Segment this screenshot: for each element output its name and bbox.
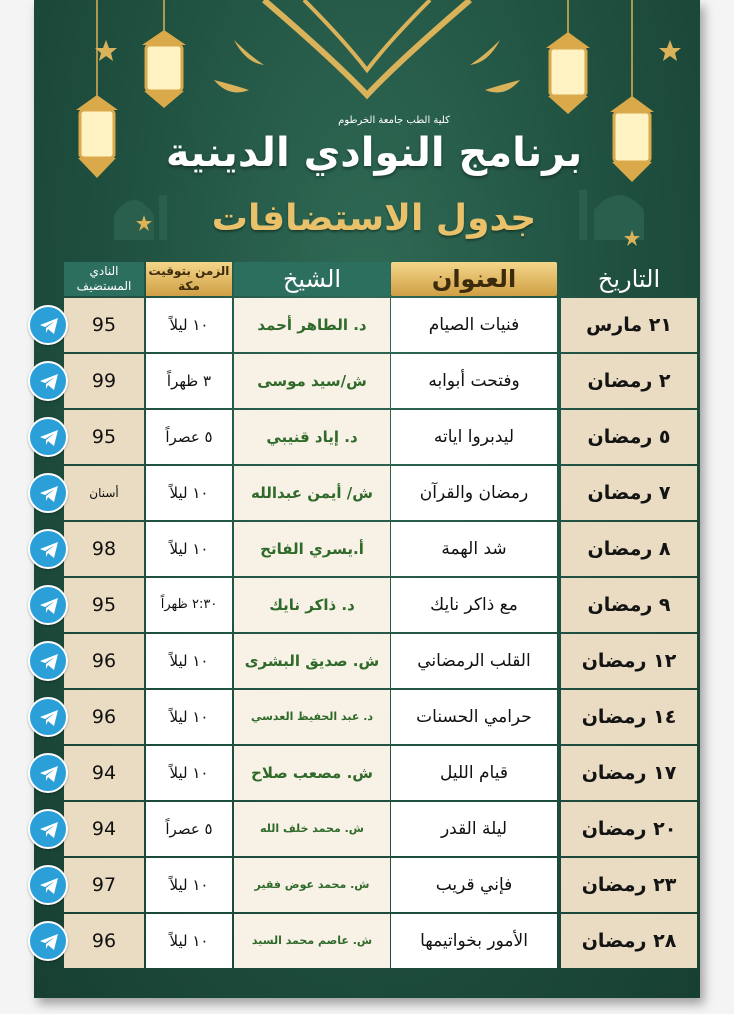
cell-sheikh: ش/ أيمن عبدالله xyxy=(234,466,390,520)
cell-club: 95 xyxy=(64,578,144,632)
cell-date: ٢٠ رمضان xyxy=(561,802,697,856)
table-row xyxy=(34,858,700,912)
telegram-icon[interactable] xyxy=(28,585,68,625)
cell-sheikh: ش. محمد خلف الله xyxy=(234,802,390,856)
cell-time: ١٠ ليلاً xyxy=(146,634,232,688)
cell-time: ١٠ ليلاً xyxy=(146,690,232,744)
cell-time: ٥ عصراً xyxy=(146,410,232,464)
cell-title: ليلة القدر xyxy=(391,802,557,856)
cell-title: فنيات الصيام xyxy=(391,298,557,352)
cell-sheikh: د. ذاكر نايك xyxy=(234,578,390,632)
cell-date: ٧ رمضان xyxy=(561,466,697,520)
ornament-top xyxy=(264,0,470,95)
column-header-club: النادي المستضيف xyxy=(64,262,144,296)
cell-date: ٥ رمضان xyxy=(561,410,697,464)
telegram-icon[interactable] xyxy=(28,473,68,513)
cell-title: حرامي الحسنات xyxy=(391,690,557,744)
cell-title: شد الهمة xyxy=(391,522,557,576)
cell-date: ١٧ رمضان xyxy=(561,746,697,800)
cell-sheikh: ش. صديق البشرى xyxy=(234,634,390,688)
cell-title: القلب الرمضاني xyxy=(391,634,557,688)
telegram-icon[interactable] xyxy=(28,697,68,737)
telegram-icon[interactable] xyxy=(28,865,68,905)
cell-sheikh: د. عبد الحفيظ العدسي xyxy=(234,690,390,744)
cell-title: مع ذاكر نايك xyxy=(391,578,557,632)
cell-club: أسنان xyxy=(64,466,144,520)
cell-time: ١٠ ليلاً xyxy=(146,298,232,352)
cell-time: ٥ عصراً xyxy=(146,802,232,856)
table-row xyxy=(34,914,700,968)
lantern-icon xyxy=(142,0,186,108)
cell-sheikh: د. الطاهر أحمد xyxy=(234,298,390,352)
cell-date: ٢٣ رمضان xyxy=(561,858,697,912)
cell-sheikh: ش. عاصم محمد السيد xyxy=(234,914,390,968)
cell-date: ١٢ رمضان xyxy=(561,634,697,688)
cell-time: ٢:٣٠ ظهراً xyxy=(146,578,232,632)
cell-date: ٢ رمضان xyxy=(561,354,697,408)
cell-date: ٢٨ رمضان xyxy=(561,914,697,968)
cell-title: قيام الليل xyxy=(391,746,557,800)
cell-date: ١٤ رمضان xyxy=(561,690,697,744)
cell-title: رمضان والقرآن xyxy=(391,466,557,520)
telegram-icon[interactable] xyxy=(28,361,68,401)
telegram-icon[interactable] xyxy=(28,921,68,961)
cell-club: 98 xyxy=(64,522,144,576)
cell-sheikh: ش. مصعب صلاح xyxy=(234,746,390,800)
lantern-icon xyxy=(76,0,118,178)
table-row xyxy=(34,466,700,520)
cell-time: ١٠ ليلاً xyxy=(146,522,232,576)
cell-time: ٣ ظهراً xyxy=(146,354,232,408)
cell-club: 96 xyxy=(64,914,144,968)
college-name: كلية الطب جامعة الخرطوم xyxy=(338,115,450,126)
table-row xyxy=(34,578,700,632)
cell-club: 94 xyxy=(64,746,144,800)
cell-club: 95 xyxy=(64,410,144,464)
column-header-title: العنوان xyxy=(391,262,557,296)
telegram-icon[interactable] xyxy=(28,417,68,457)
lantern-icon xyxy=(546,0,590,114)
cell-time: ١٠ ليلاً xyxy=(146,466,232,520)
table-row xyxy=(34,354,700,408)
cell-title: فإني قريب xyxy=(391,858,557,912)
cell-title: وفتحت أبوابه xyxy=(391,354,557,408)
cell-club: 94 xyxy=(64,802,144,856)
column-header-date: التاريخ xyxy=(597,265,661,293)
table-row xyxy=(34,410,700,464)
cell-club: 99 xyxy=(64,354,144,408)
cell-date: ٨ رمضان xyxy=(561,522,697,576)
cell-date: ٢١ مارس xyxy=(561,298,697,352)
cell-sheikh: د. إياد قنيبي xyxy=(234,410,390,464)
cell-title: الأمور بخواتيمها xyxy=(391,914,557,968)
cell-title: ليدبروا اياته xyxy=(391,410,557,464)
column-header-sheikh: الشيخ xyxy=(234,262,390,296)
table-row xyxy=(34,802,700,856)
cell-time: ١٠ ليلاً xyxy=(146,914,232,968)
column-header-time: الزمن بتوقيت مكة xyxy=(146,262,232,296)
table-row xyxy=(34,746,700,800)
page-subtitle: جدول الاستضافات xyxy=(211,198,537,239)
telegram-icon[interactable] xyxy=(28,641,68,681)
page-title: برنامج النوادي الدينية xyxy=(165,130,583,176)
cell-club: 96 xyxy=(64,690,144,744)
cell-date: ٩ رمضان xyxy=(561,578,697,632)
table-row xyxy=(34,690,700,744)
cell-club: 95 xyxy=(64,298,144,352)
cell-time: ١٠ ليلاً xyxy=(146,858,232,912)
telegram-icon[interactable] xyxy=(28,305,68,345)
cell-sheikh: ش. محمد عوض فقير xyxy=(234,858,390,912)
telegram-icon[interactable] xyxy=(28,529,68,569)
table-row xyxy=(34,522,700,576)
cell-club: 97 xyxy=(64,858,144,912)
telegram-icon[interactable] xyxy=(28,809,68,849)
cell-sheikh: أ.يسري الفاتح xyxy=(234,522,390,576)
cell-sheikh: ش/سيد موسى xyxy=(234,354,390,408)
table-row xyxy=(34,298,700,352)
table-row xyxy=(34,634,700,688)
cell-time: ١٠ ليلاً xyxy=(146,746,232,800)
telegram-icon[interactable] xyxy=(28,753,68,793)
poster xyxy=(34,0,700,998)
ornament-petals xyxy=(214,40,520,92)
cell-club: 96 xyxy=(64,634,144,688)
